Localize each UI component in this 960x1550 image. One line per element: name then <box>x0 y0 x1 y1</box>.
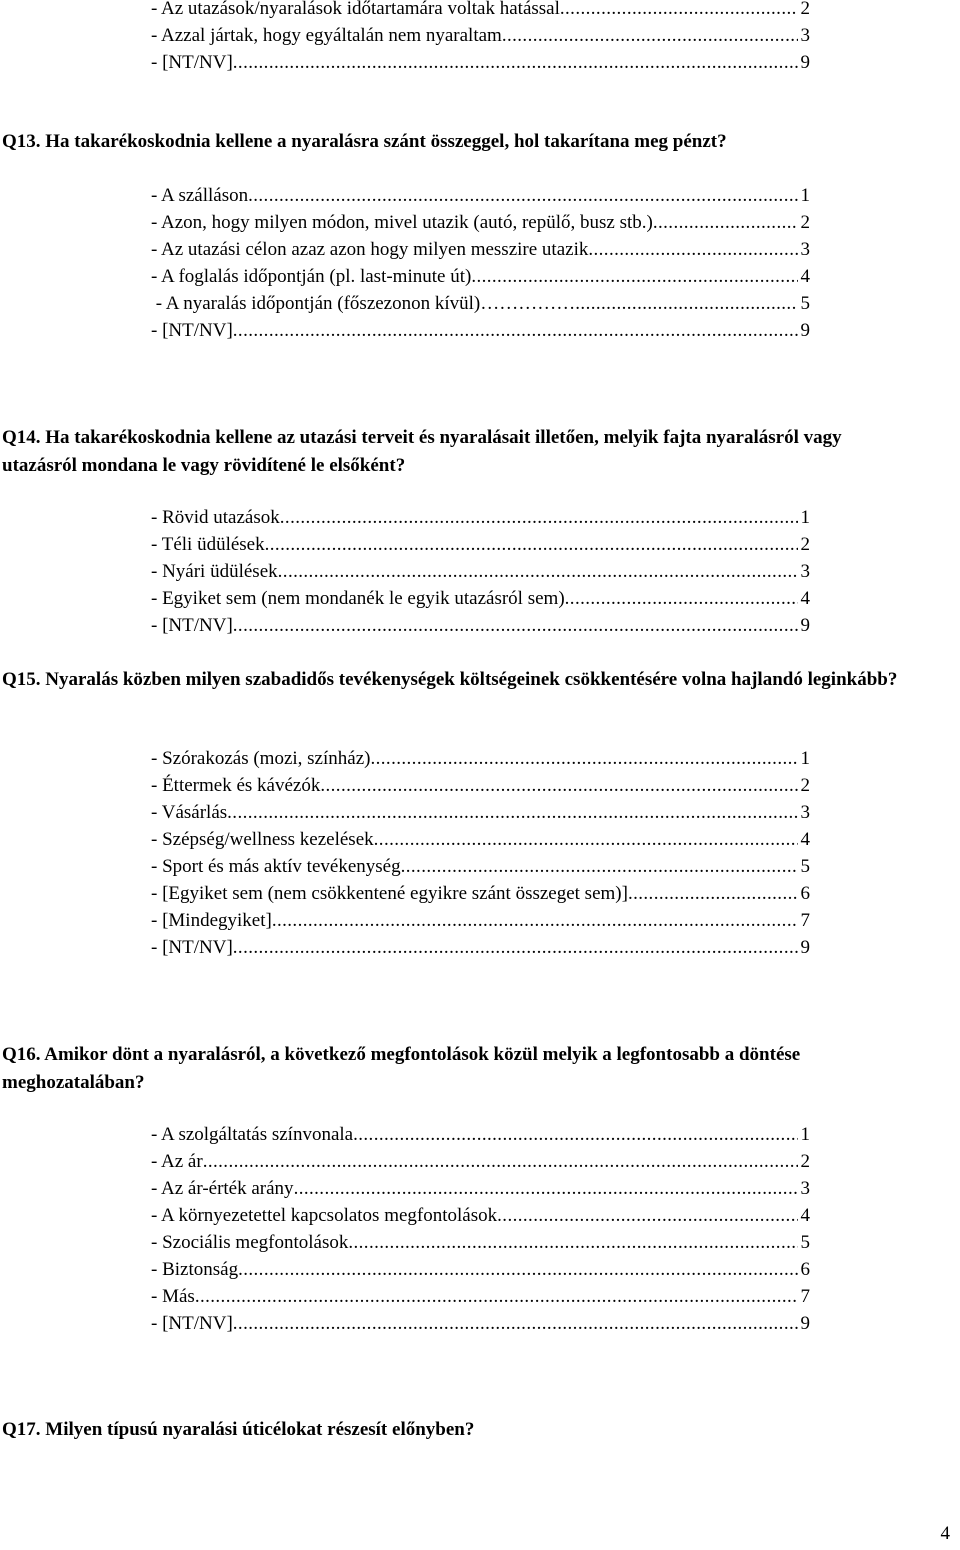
leader-dots <box>575 292 798 316</box>
option-row <box>151 533 810 557</box>
option-code: 6 <box>800 883 810 904</box>
leader-dots <box>502 24 798 48</box>
option-label: - [Mindegyiket] <box>151 910 272 931</box>
option-row <box>151 882 810 906</box>
option-code: 2 <box>800 775 810 796</box>
option-code: 2 <box>800 212 810 233</box>
option-label: - Biztonság <box>151 1259 239 1280</box>
leader-dots <box>471 265 798 289</box>
option-label: - Az ár <box>151 1151 203 1172</box>
option-label: - [NT/NV] <box>151 937 233 958</box>
leader-dots <box>565 587 798 611</box>
leader-dots <box>278 560 798 584</box>
option-code: 2 <box>800 0 810 19</box>
option-code: 4 <box>800 1205 810 1226</box>
question-title: Q17. Milyen típusú nyaralási úticélokat részesít előnyben? <box>2 1419 475 1440</box>
option-code: 3 <box>800 239 810 260</box>
option-label: - Téli üdülések <box>151 534 265 555</box>
option-label: - Egyiket sem (nem mondanék le egyik utazásról sem) <box>151 588 565 609</box>
option-code: 5 <box>800 856 810 877</box>
option-code: 7 <box>800 1286 810 1307</box>
leader-dots <box>233 1312 798 1336</box>
option-row <box>151 587 810 611</box>
leader-dots <box>401 855 798 879</box>
option-label: - Szórakozás (mozi, színház) <box>151 748 371 769</box>
option-row <box>151 801 810 825</box>
option-label: - A nyaralás időpontján (főszezonon kívül)…………… <box>151 293 576 314</box>
page-number: 4 <box>940 1523 950 1544</box>
leader-dots <box>370 747 798 771</box>
option-label: - [NT/NV] <box>151 1313 233 1334</box>
option-row <box>151 614 810 638</box>
option-code: 3 <box>800 802 810 823</box>
option-code: 6 <box>800 1259 810 1280</box>
option-code: 4 <box>800 829 810 850</box>
option-row <box>151 560 810 584</box>
leader-dots <box>628 882 798 906</box>
option-row <box>151 265 810 289</box>
option-label: - Szépség/wellness kezelések <box>151 829 374 850</box>
option-row <box>151 1123 810 1147</box>
option-row <box>151 747 810 771</box>
option-row <box>151 1177 810 1201</box>
option-code: 1 <box>800 507 810 528</box>
option-row <box>151 24 810 48</box>
option-label: - A környezetettel kapcsolatos megfontolások <box>151 1205 498 1226</box>
option-label: - Az ár-érték arány <box>151 1178 294 1199</box>
leader-dots <box>233 614 798 638</box>
question-title: Q16. Amikor dönt a nyaralásról, a következő megfontolások közül melyik a legfontosabb a döntése meghozatalában? <box>2 1044 801 1093</box>
option-label: - [NT/NV] <box>151 52 233 73</box>
option-row <box>151 292 810 316</box>
option-row <box>151 1258 810 1282</box>
option-row <box>151 211 810 235</box>
question-title: Q13. Ha takarékoskodnia kellene a nyaralásra szánt összeggel, hol takarítana meg pénzt? <box>2 131 727 152</box>
option-label: - Más <box>151 1286 195 1307</box>
option-row <box>151 1285 810 1309</box>
question-title: Q14. Ha takarékoskodnia kellene az utazási terveit és nyaralásait illetően, melyik fajta nyaralásról vagy utazásról mondana le vagy rövidítené le elsőként? <box>2 427 842 476</box>
option-row <box>151 936 810 960</box>
option-label: - Nyári üdülések <box>151 561 278 582</box>
leader-dots <box>227 801 798 825</box>
option-row <box>151 238 810 262</box>
option-label: - Az utazások/nyaralások időtartamára voltak hatással <box>151 0 560 19</box>
leader-dots <box>272 909 798 933</box>
option-code: 1 <box>800 185 810 206</box>
option-label: - [NT/NV] <box>151 320 233 341</box>
option-label: - [NT/NV] <box>151 615 233 636</box>
option-row <box>151 1312 810 1336</box>
option-row <box>151 855 810 879</box>
option-label: - Szociális megfontolások <box>151 1232 349 1253</box>
leader-dots <box>348 1231 798 1255</box>
option-row <box>151 0 810 21</box>
option-code: 7 <box>800 910 810 931</box>
option-row <box>151 184 810 208</box>
option-row <box>151 1204 810 1228</box>
leader-dots <box>497 1204 798 1228</box>
leader-dots <box>374 828 798 852</box>
leader-dots <box>248 184 798 208</box>
option-code: 9 <box>800 1313 810 1334</box>
option-code: 4 <box>800 588 810 609</box>
option-label: - A szálláson <box>151 185 249 206</box>
option-code: 3 <box>800 25 810 46</box>
option-label: - A foglalás időpontján (pl. last-minute út) <box>151 266 472 287</box>
option-code: 5 <box>800 293 810 314</box>
option-label: - Az utazási célon azaz azon hogy milyen messzire utazik <box>151 239 589 260</box>
leader-dots <box>320 774 798 798</box>
option-code: 9 <box>800 937 810 958</box>
option-code: 9 <box>800 320 810 341</box>
option-row <box>151 51 810 75</box>
option-code: 1 <box>800 1124 810 1145</box>
option-row <box>151 1150 810 1174</box>
option-row <box>151 319 810 343</box>
option-row <box>151 774 810 798</box>
option-label: - A szolgáltatás színvonala <box>151 1124 354 1145</box>
option-label: - Rövid utazások <box>151 507 280 528</box>
option-row <box>151 506 810 530</box>
leader-dots <box>294 1177 798 1201</box>
leader-dots <box>233 319 798 343</box>
option-label: - Éttermek és kávézók <box>151 775 321 796</box>
option-code: 2 <box>800 1151 810 1172</box>
option-code: 9 <box>800 52 810 73</box>
option-label: - Azzal jártak, hogy egyáltalán nem nyaraltam <box>151 25 502 46</box>
leader-dots <box>560 0 798 21</box>
option-row <box>151 909 810 933</box>
leader-dots <box>588 238 798 262</box>
leader-dots <box>265 533 798 557</box>
option-code: 3 <box>800 1178 810 1199</box>
option-label: - Sport és más aktív tevékenység <box>151 856 401 877</box>
option-label: - Azon, hogy milyen módon, mivel utazik (autó, repülő, busz stb.) <box>151 212 653 233</box>
leader-dots <box>280 506 798 530</box>
leader-dots <box>203 1150 798 1174</box>
question-title: Q15. Nyaralás közben milyen szabadidős tevékenységek költségeinek csökkentésére volna hajlandó leginkább? <box>2 669 898 690</box>
option-code: 9 <box>800 615 810 636</box>
leader-dots <box>195 1285 798 1309</box>
leader-dots <box>233 51 798 75</box>
option-row <box>151 828 810 852</box>
option-code: 3 <box>800 561 810 582</box>
option-code: 5 <box>800 1232 810 1253</box>
option-row <box>151 1231 810 1255</box>
leader-dots <box>233 936 798 960</box>
leader-dots <box>353 1123 798 1147</box>
option-code: 4 <box>800 266 810 287</box>
leader-dots <box>653 211 798 235</box>
option-code: 1 <box>800 748 810 769</box>
leader-dots <box>238 1258 798 1282</box>
option-code: 2 <box>800 534 810 555</box>
option-label: - [Egyiket sem (nem csökkentené egyikre szánt összeget sem)] <box>151 883 628 904</box>
option-label: - Vásárlás <box>151 802 228 823</box>
